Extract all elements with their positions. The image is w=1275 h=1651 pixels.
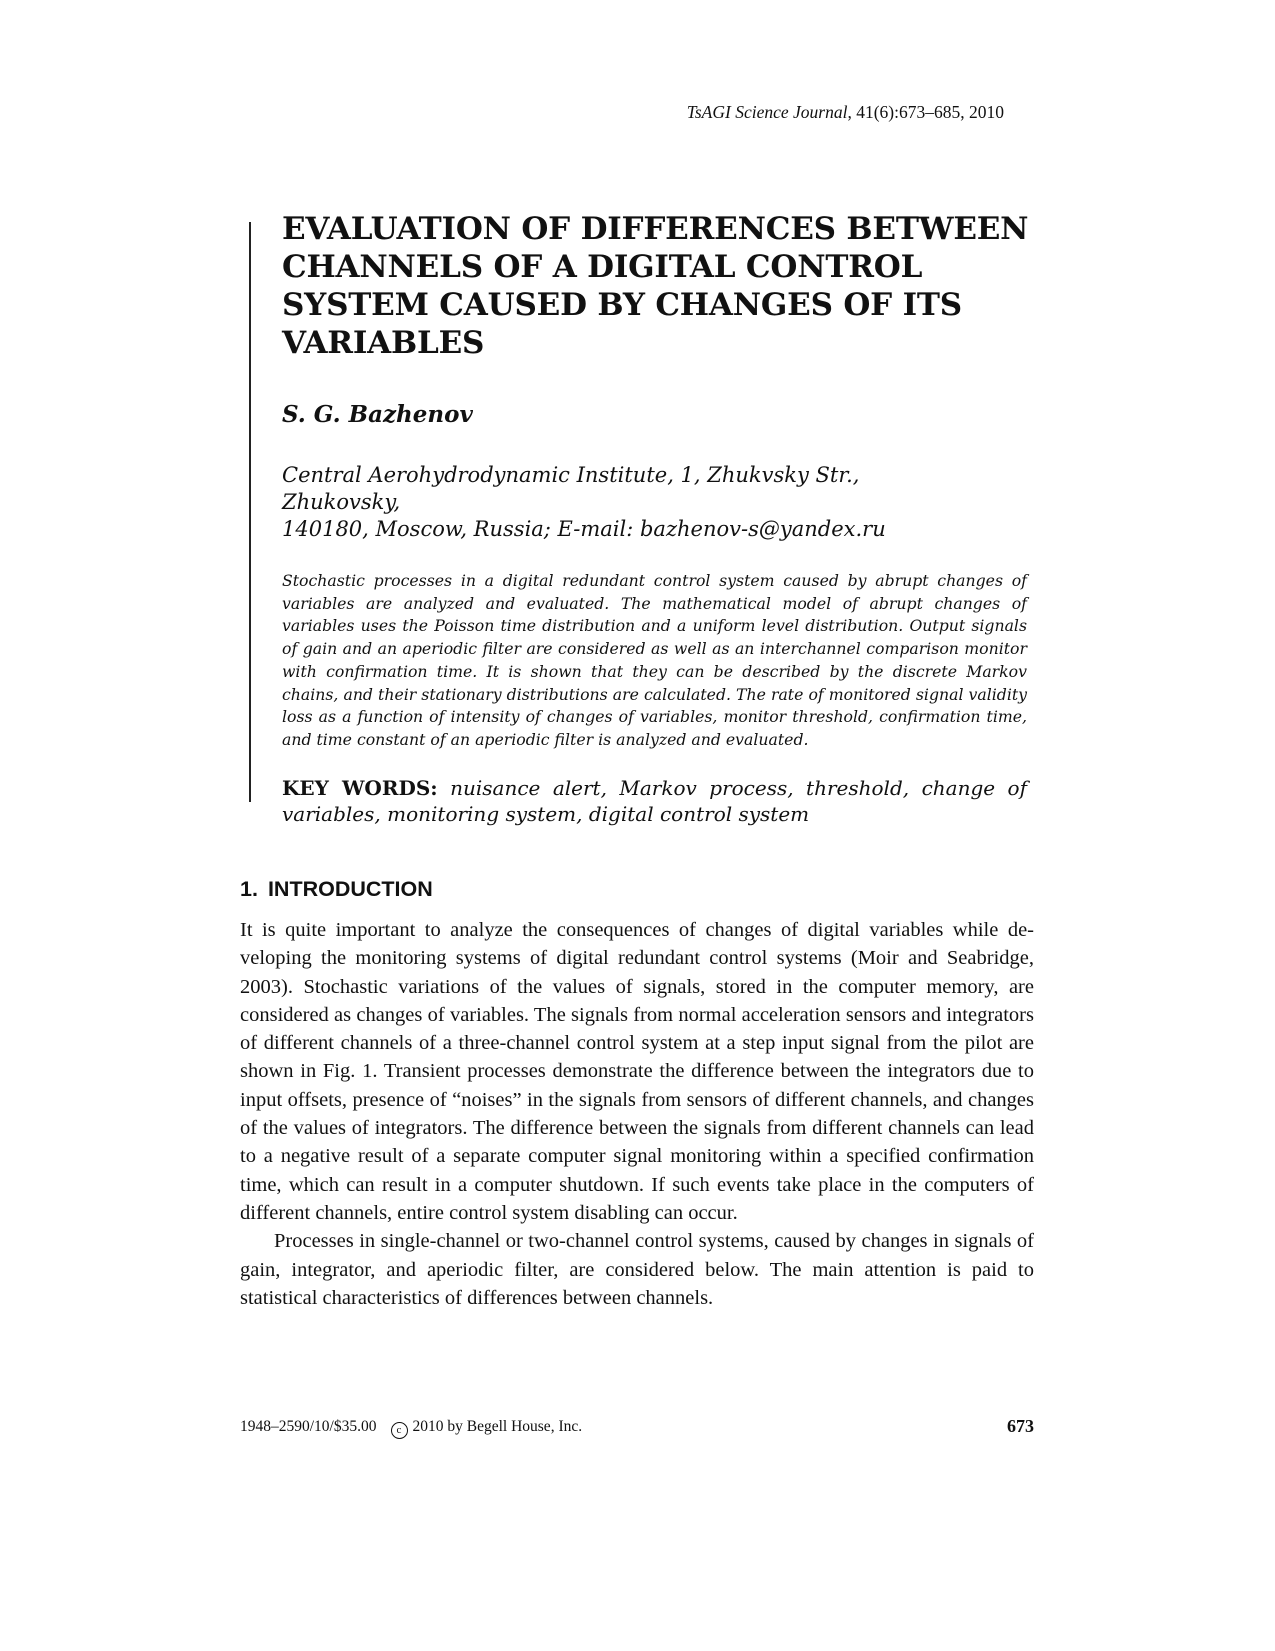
- affiliation-line-1: Central Aerohydrodynamic Institute, 1, Zhukvsky Str., Zhukovsky,: [282, 463, 860, 514]
- paragraph-2: Processes in single-channel or two-channel control systems, caused by changes in signals of gain, integrator, and aperiodic filter, are considered below. The main attention is paid to statistical characteristics of differences between channels.: [240, 1230, 1034, 1309]
- footer-copyright-line: [240, 1418, 582, 1439]
- citation: , 41(6):673–685, 2010: [847, 102, 1004, 122]
- paragraph-1: It is quite important to analyze the consequences of changes of digital variables while developing the monitoring systems of digital redundant control systems (Moir and Seabridge, 2003). Stochastic variations of the values of signals, stored in the computer memory, are considered as changes of variables. The signals from normal acceleration sensors and integrators of different channels of a three-channel control system at a step input signal from the pilot are shown in Fig. 1. Transient processes demonstrate the difference between the integrators due to input offsets, presence of “noises” in the signals from sensors of different channels, and changes of the values of integrators. The difference between the signals from different channels can lead to a negative result of a separate computer signal monitoring within a specified confirmation time, which can result in a computer shutdown. If such events take place in the computers of different channels, entire control system disabling can occur.: [240, 919, 1034, 1224]
- keywords-list: nuisance alert, Markov process, threshold, change of variables, monitoring system, digital control system: [282, 775, 1027, 826]
- keywords-label: KEY WORDS:: [282, 775, 438, 800]
- affiliation-line-2: 140180, Moscow, Russia; E-mail: bazhenov-s@yandex.ru: [282, 517, 886, 541]
- page-number: 673: [1007, 1416, 1034, 1436]
- issn-price: 1948–2590/10/$35.00: [240, 1418, 377, 1435]
- journal-name: TsAGI Science Journal: [686, 102, 848, 122]
- body-text: [240, 916, 1034, 1312]
- copyright-text: 2010 by Begell House, Inc.: [412, 1418, 583, 1435]
- running-head: [687, 102, 1004, 123]
- section-number: 1.: [240, 877, 258, 901]
- author-name: S. G. Bazhenov: [282, 401, 473, 428]
- front-matter: [282, 210, 1034, 827]
- paper-title: EVALUATION OF DIFFERENCES BETWEEN CHANNELS OF A DIGITAL CONTROL SYSTEM CAUSED BY CHANGES OF ITS VARIABLES: [282, 211, 1029, 361]
- copyright-icon: c: [391, 1422, 408, 1439]
- abstract: Stochastic processes in a digital redundant control system caused by abrupt changes of variables are analyzed and evaluated. The mathematical model of abrupt changes of variables uses the Poisson time distribution and a uniform level distribution. Output signals of gain and an aperiodic filter are considered as well as an interchannel comparison monitor with confirmation time. It is shown that they can be described by the discrete Markov chains, and their stationary distributions are calculated. The rate of monitored signal validity loss as a function of intensity of changes of variables, monitor threshold, confirmation time, and time constant of an aperiodic filter is analyzed and evaluated.: [282, 571, 1027, 749]
- section-heading: [240, 876, 433, 902]
- section-title: INTRODUCTION: [267, 877, 433, 901]
- author-affiliation: [282, 462, 962, 543]
- front-matter-rule: [249, 222, 251, 802]
- keywords: [282, 775, 1027, 827]
